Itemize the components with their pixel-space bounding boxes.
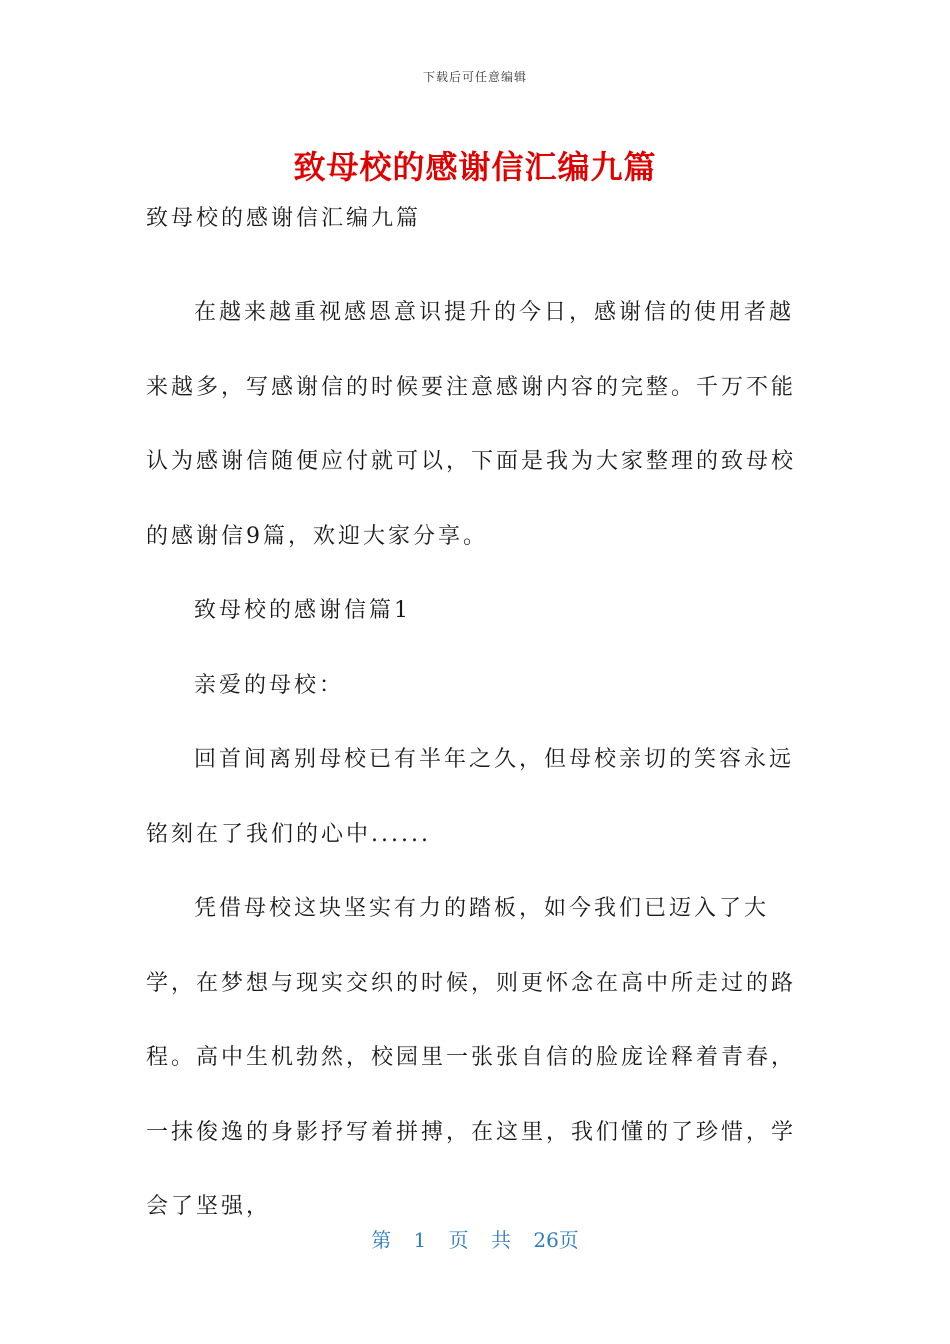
- footer-prefix: 第: [371, 1228, 392, 1252]
- subtitle-paragraph: 致母校的感谢信汇编九篇: [146, 206, 422, 231]
- footer-total-pages: 26页: [533, 1228, 579, 1252]
- footer-current-page: 1: [413, 1228, 427, 1252]
- section-heading: 致母校的感谢信篇1: [194, 598, 411, 623]
- body-paragraph: 回首间离别母校已有半年之久，但母校亲切的笑容永远铭刻在了我们的心中......: [146, 747, 795, 847]
- intro-paragraph: 在越来越重视感恩意识提升的今日，感谢信的使用者越来越多，写感谢信的时候要注意感谢内容的完整。千万不能认为感谢信随便应付就可以，下面是我为大家整理的致母校的感谢信9篇，欢迎大家分享。: [146, 300, 797, 549]
- document-body: [146, 196, 796, 1245]
- footer-page-word: 页: [448, 1228, 469, 1252]
- footer-total-word: 共: [491, 1228, 511, 1252]
- header-note: 下载后可任意编辑: [422, 70, 527, 84]
- document-title: 致母校的感谢信汇编九篇: [293, 148, 657, 186]
- salutation-paragraph: 亲爱的母校：: [194, 672, 345, 698]
- body-paragraph: 凭借母校这块坚实有力的踏板，如今我们已迈入了大学，在梦想与现实交织的时候，则更怀念在高中所走过的路程。高中生机勃然，校园里一张张自信的脸庞诠释着青春，一抹俊逸的身影抒写着拼搏，在这里，我们懂的了珍惜，学会了坚强，: [146, 896, 797, 1219]
- page-number-footer: [0, 1224, 950, 1253]
